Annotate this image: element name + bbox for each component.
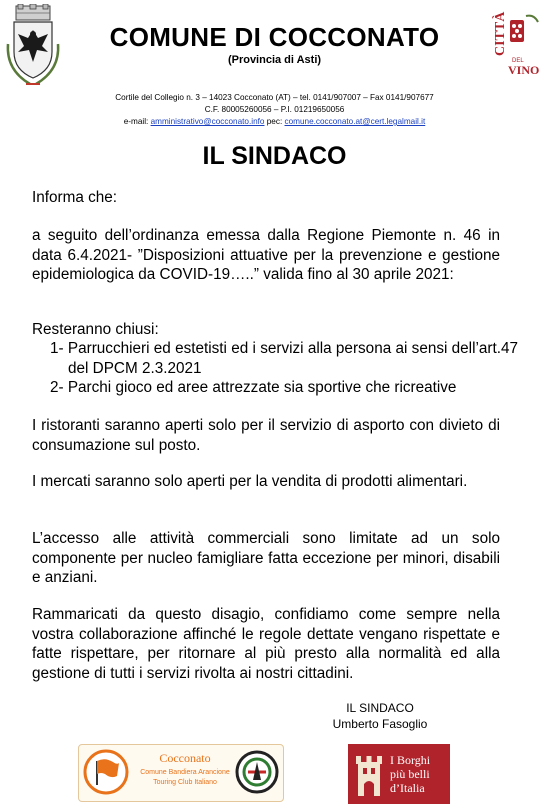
bandiera-town: Cocconato: [159, 751, 211, 765]
email-label: e-mail:: [123, 117, 151, 126]
citta-text: CITTÀ: [493, 11, 508, 56]
pec-link[interactable]: comune.cocconato.at@cert.legalmail.it: [284, 117, 426, 126]
orange-flag-icon: [83, 749, 129, 795]
province-subtitle: (Provincia di Asti): [227, 54, 322, 66]
intro-text: Informa che:: [32, 189, 118, 206]
ordinance-paragraph: a seguito dell’ordinanza emessa dalla Regione Piemonte n. 46 in data 6.4.2021- ”Disposizioni attuative per la prevenzione e gestione epidemiologica da COVID-19…..” valida fino al 30 aprile 2021:: [32, 227, 500, 283]
touring-club-icon: [235, 750, 279, 794]
markets-paragraph: I mercati saranno solo aperti per la vendita di prodotti alimentari.: [32, 473, 468, 490]
borghi-piu-belli-logo: [348, 744, 450, 804]
svg-text:VINO: VINO: [508, 63, 540, 76]
fiscal-line: C.F. 80005260056 – P.I. 01219650056: [204, 105, 345, 114]
municipality-title: COMUNE DI COCCONATO: [109, 22, 440, 52]
pec-label: pec:: [264, 117, 285, 126]
castle-tower-icon: [352, 750, 386, 798]
bandiera-arancione-logo: [78, 744, 284, 802]
closed-item-2: 2- Parchi gioco ed aree attrezzate sia sportive che ricreative: [50, 379, 457, 396]
access-paragraph: L’accesso alle attività commerciali sono limitate ad un solo componente per nucleo famigliare fatta eccezione per minori, disabili e anziani.: [32, 530, 500, 586]
address-line: Cortile del Collegio n. 3 – 14023 Cocconato (AT) – tel. 0141/907007 – Fax 0141/907677: [115, 93, 434, 102]
borghi-line-3: d’Italia: [390, 781, 425, 795]
restaurants-paragraph: I ristoranti saranno aperti solo per il servizio di asporto con divieto di consumazione sul posto.: [32, 417, 500, 454]
svg-text:DEL: DEL: [512, 58, 524, 64]
closed-item-1: 1- Parrucchieri ed estetisti ed i servizi alla persona ai sensi dell’art.47 del DPCM 2.3.2021: [50, 340, 518, 377]
borghi-line-2: più belli: [390, 767, 430, 781]
bandiera-line-2: Comune Bandiera Arancione: [140, 769, 230, 776]
bandiera-line-3: Touring Club Italiano: [153, 779, 217, 786]
borghi-line-1: I Borghi: [390, 753, 431, 767]
document-heading: IL SINDACO: [202, 142, 347, 170]
signature-role: IL SINDACO: [346, 701, 414, 715]
email-line: [0, 116, 549, 127]
closing-paragraph: Rammaricati da questo disagio, confidiamo come sempre nella vostra collaborazione affinché le regole dettate vengano rispettate e fatte rispettare, per ritornare al più presto alla normalità ed alla gestione di tutti i servizi rivolta ai nostri cittadini.: [32, 606, 500, 682]
email-link[interactable]: amministrativo@cocconato.info: [150, 117, 265, 126]
closed-intro: Resteranno chiusi:: [32, 321, 159, 338]
signature-name: Umberto Fasoglio: [332, 717, 428, 731]
